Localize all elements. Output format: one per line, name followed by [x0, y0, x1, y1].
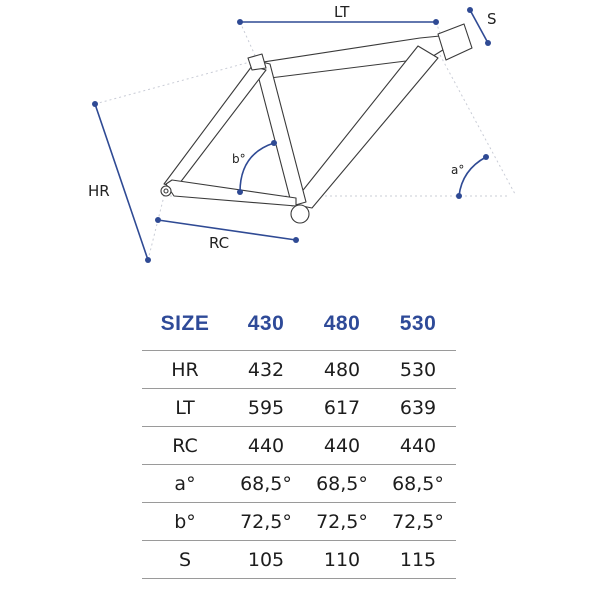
rear-dropout-inner [164, 189, 168, 193]
label-b: b° [232, 152, 246, 166]
geometry-table [142, 298, 456, 579]
table-cell: 68,5° [304, 465, 380, 503]
seat-clamp [248, 54, 266, 70]
guide-hr-bottom [148, 192, 165, 260]
param-label: b° [142, 503, 228, 541]
table-cell: 72,5° [304, 503, 380, 541]
table-cell: 595 [228, 389, 304, 427]
angle-b [232, 140, 277, 195]
table-cell: 480 [304, 351, 380, 389]
table-cell: 68,5° [228, 465, 304, 503]
head-tube [438, 24, 472, 60]
table-cell: 530 [380, 351, 456, 389]
param-label: HR [142, 351, 228, 389]
table-cell: 72,5° [228, 503, 304, 541]
table-cell: 110 [304, 541, 380, 579]
dimension-lt [237, 3, 439, 25]
size-column-header: 480 [304, 298, 380, 351]
chain-stay [166, 180, 296, 206]
table-cell: 68,5° [380, 465, 456, 503]
frame-geometry-diagram [0, 0, 600, 270]
seat-tube [254, 60, 306, 206]
table-cell: 440 [380, 427, 456, 465]
table-cell: 432 [228, 351, 304, 389]
table-row [142, 465, 456, 503]
table-cell: 72,5° [380, 503, 456, 541]
table-cell: 115 [380, 541, 456, 579]
table-header-row [142, 298, 456, 351]
size-column-header: 430 [228, 298, 304, 351]
label-s: S [487, 10, 497, 28]
param-label: LT [142, 389, 228, 427]
table-row [142, 541, 456, 579]
table-cell: 639 [380, 389, 456, 427]
guide-hr-top [95, 62, 250, 104]
label-lt: LT [334, 3, 350, 21]
param-label: RC [142, 427, 228, 465]
table-cell: 105 [228, 541, 304, 579]
table-row [142, 351, 456, 389]
param-label: S [142, 541, 228, 579]
bottom-bracket [291, 205, 309, 223]
dimension-rc [155, 217, 299, 252]
dimension-hr [88, 101, 151, 263]
table-cell: 440 [304, 427, 380, 465]
seat-stay [164, 66, 266, 188]
param-label: a° [142, 465, 228, 503]
angle-a [451, 154, 489, 199]
size-header: SIZE [142, 298, 228, 351]
size-column-header: 530 [380, 298, 456, 351]
label-hr: HR [88, 182, 110, 200]
label-rc: RC [209, 234, 230, 252]
table-cell: 440 [228, 427, 304, 465]
dimension-s [467, 7, 497, 46]
table-row [142, 389, 456, 427]
table-row [142, 503, 456, 541]
table-cell: 617 [304, 389, 380, 427]
label-a: a° [451, 163, 465, 177]
bike-frame [161, 24, 472, 223]
table-row [142, 427, 456, 465]
